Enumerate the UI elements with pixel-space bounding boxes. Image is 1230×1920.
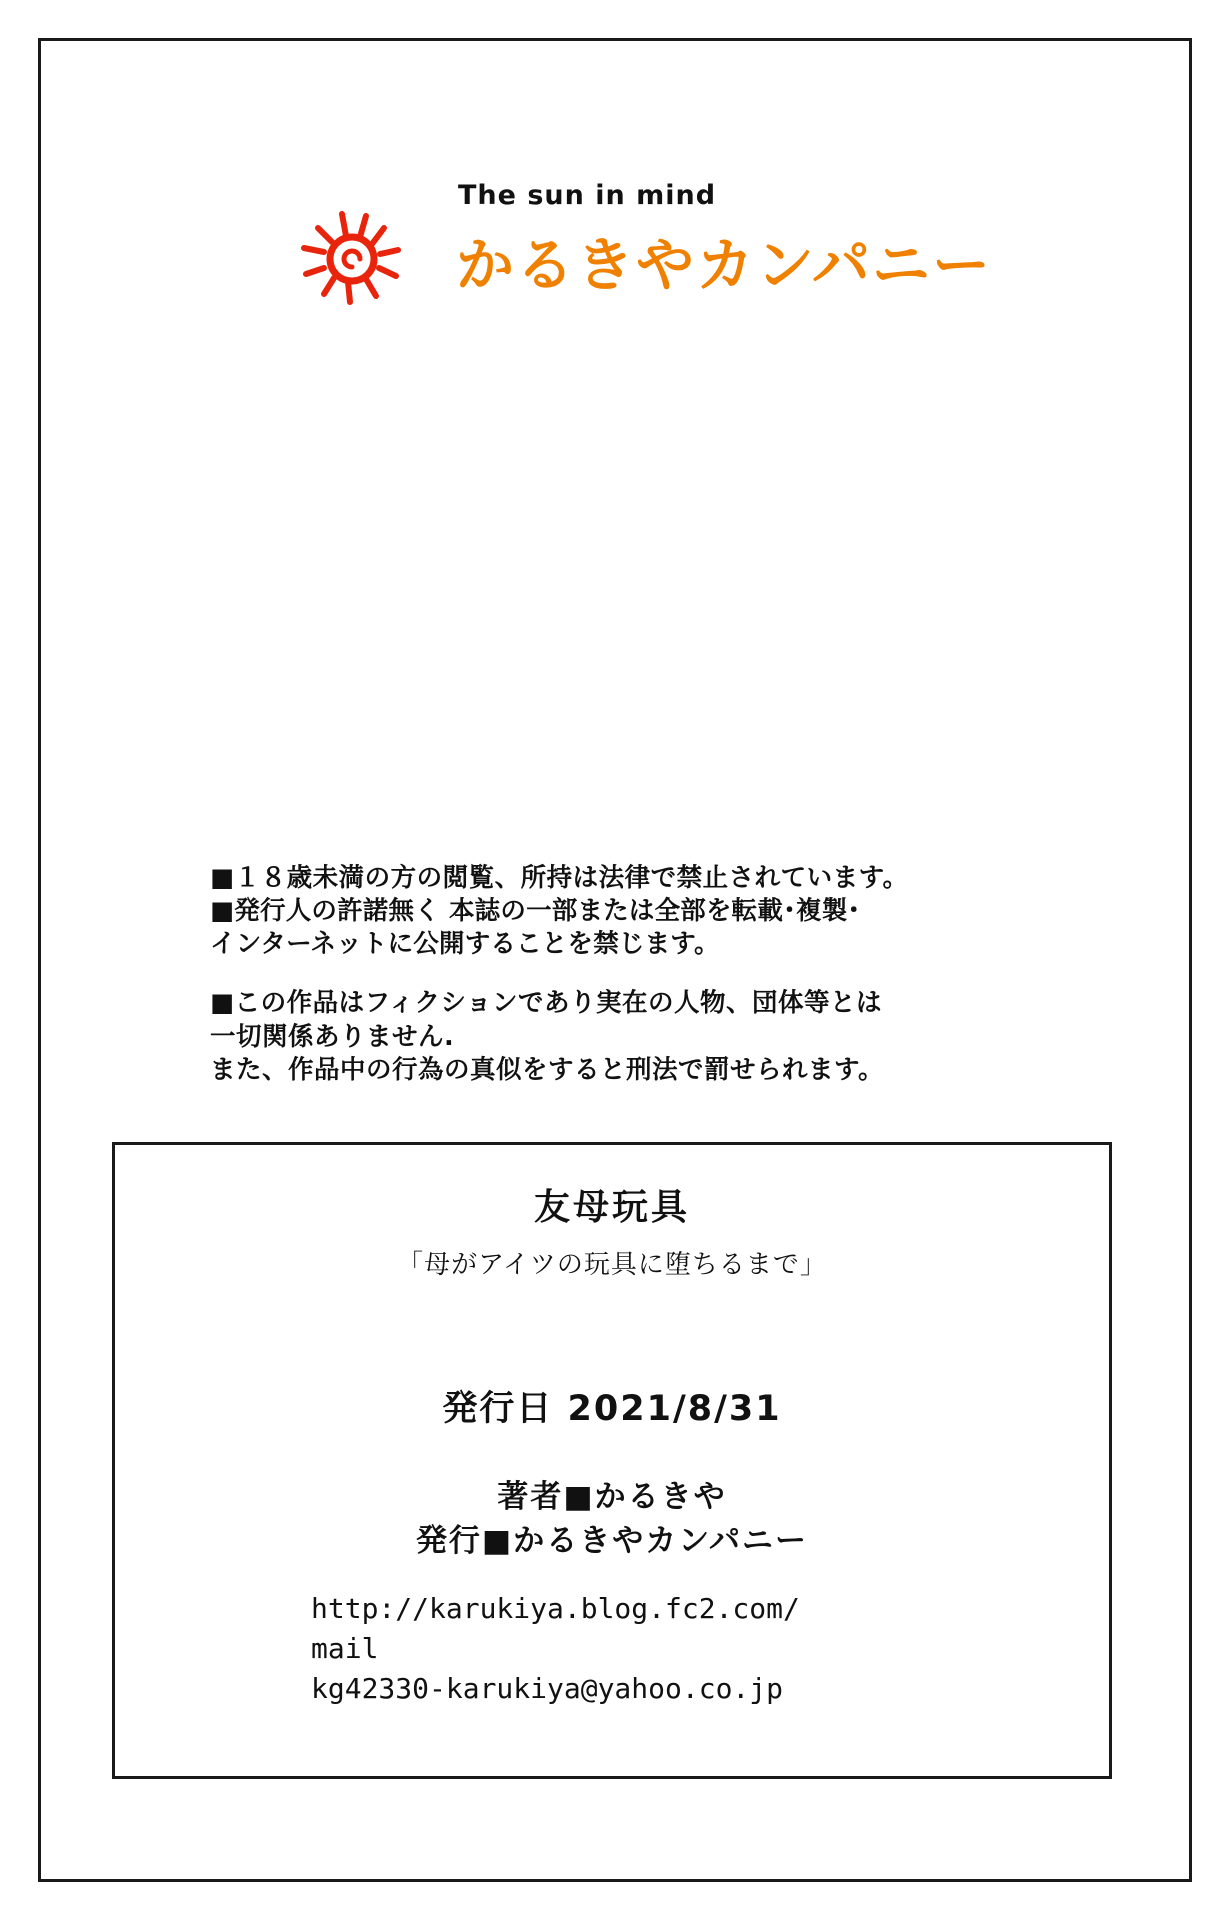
- mail-label: mail: [311, 1631, 379, 1665]
- notice-line-6: また、作品中の行為の真似をすると刑法で罰せられます。: [210, 1054, 884, 1085]
- notice-gap: [210, 961, 1070, 987]
- notice-line-4: ■この作品はフィクションであり実在の人物、団体等とは: [210, 988, 883, 1019]
- notice-line-3: インターネットに公開することを禁じます。: [210, 929, 720, 960]
- author-line: 著者■かるきや: [497, 1479, 727, 1515]
- publisher-line: 発行■かるきやカンパニー: [415, 1523, 809, 1560]
- sun-icon: [280, 202, 440, 312]
- credits: [115, 1475, 1109, 1563]
- publication-date: 発行日 2021/8/31: [442, 1389, 782, 1429]
- contact-info: [115, 1589, 1109, 1708]
- notice-line-2: ■発行人の許諾無く 本誌の一部または全部を転載･複製･: [210, 896, 861, 927]
- notice-line-5: 一切関係ありません.: [210, 1021, 455, 1052]
- notice-line-1: ■１８歳未満の方の閲覧、所持は法律で禁止されています。: [210, 863, 909, 893]
- publisher-logo: [280, 180, 992, 320]
- email-address[interactable]: kg42330-karukiya@yahoo.co.jp: [311, 1671, 784, 1705]
- colophon-box: [112, 1142, 1112, 1779]
- website-url[interactable]: http://karukiya.blog.fc2.com/: [311, 1592, 800, 1626]
- work-subtitle: 「母がアイツの玩具に堕ちるまで」: [397, 1250, 827, 1280]
- logo-wordmark: かるきやカンパニー: [456, 231, 992, 299]
- work-title: 友母玩具: [533, 1187, 690, 1228]
- logo-tagline: The sun in mind: [458, 180, 717, 211]
- legal-notice: [210, 862, 1070, 1087]
